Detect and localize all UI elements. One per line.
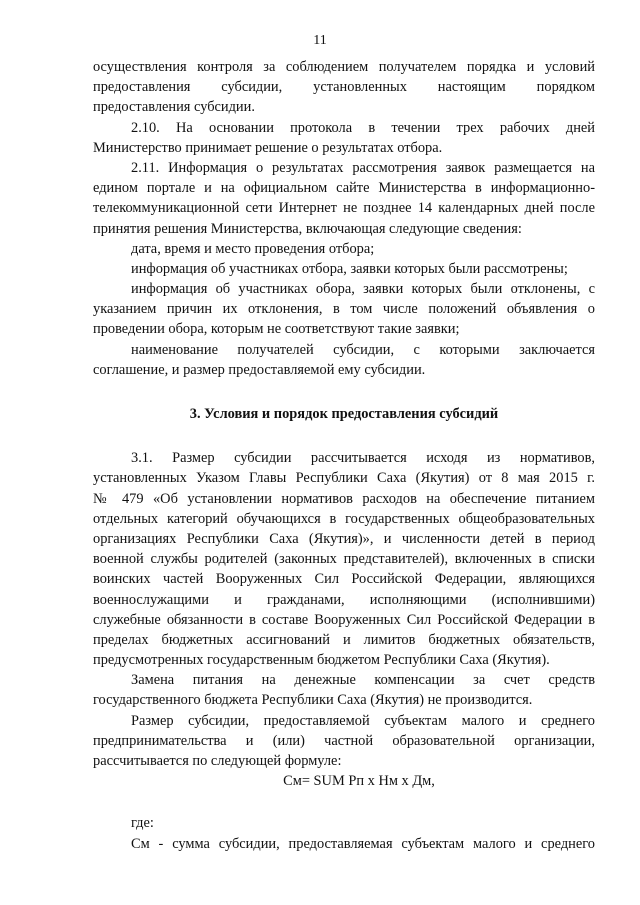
text-line: Замена питания на денежные компенсации за счет средств	[131, 672, 595, 689]
text-line: предусмотренных государственным бюджетом Республики Саха (Якутия).	[93, 652, 550, 669]
text-line: принятия решения Министерства, включающая следующие сведения:	[93, 220, 522, 237]
text-line: телекоммуникационной сети Интернет не позднее 14 календарных дней после	[93, 200, 595, 217]
text-line: государственного бюджета Республики Саха (Якутия) не производится.	[93, 692, 533, 709]
text-line: рассчитывается по следующей формуле:	[93, 753, 342, 769]
section-heading: 3. Условия и порядок предоставления субсидий	[189, 406, 499, 422]
text-line: 2.11. Информация о результатах рассмотрения заявок размещается на	[131, 159, 595, 176]
text-line: Министерство принимает решение о результатах отбора.	[93, 139, 443, 156]
page-number: 11	[313, 33, 327, 48]
text-line: организациях Республики Саха (Якутия)», и численности детей в период	[93, 530, 595, 547]
text-line: проведении обора, которым не соответствуют такие заявки;	[93, 321, 460, 338]
text-line: 2.10. На основании протокола в течении трех рабочих дней	[131, 119, 595, 136]
text-line: предпринимательства и (или) частной образовательной организации,	[93, 732, 595, 749]
formula: Cм= SUM Pп х Нм х Дм,	[283, 773, 435, 790]
text-line: военнослужащими и гражданами, исполняющими (исполнившими)	[93, 591, 595, 608]
text-line: № 479 «Об установлении нормативов расходов на обеспечение питанием	[93, 490, 595, 507]
text-line: предоставления субсидии.	[93, 99, 255, 116]
text-line: служебные обязанности в составе Вооруженных Сил Российской Федерации в	[93, 611, 595, 628]
text-line: отдельных категорий обучающихся в государственных общеобразовательных	[93, 510, 595, 527]
text-line: воинских частей Вооруженных Сил Российской Федерации, являющихся	[93, 571, 595, 588]
text-line: информация об участниках обора, заявки которых были отклонены, с	[131, 281, 595, 298]
text-line: соглашение, и размер предоставляемой ему субсидии.	[93, 361, 426, 378]
document-body	[93, 57, 595, 854]
text-line: где:	[131, 815, 154, 832]
text-line: См - сумма субсидии, предоставляемая субъектам малого и среднего	[131, 835, 595, 852]
text-line: 3.1. Размер субсидии рассчитывается исходя из нормативов,	[131, 450, 595, 467]
spacer	[93, 791, 595, 813]
text-line: предоставления субсидии, установленных настоящим порядком	[93, 79, 595, 96]
text-line: установленных Указом Главы Республики Саха (Якутия) от 8 мая 2015 г.	[93, 470, 595, 487]
text-line: военной службы родителей (законных представителей), включенных в списки	[93, 551, 595, 568]
text-line: указанием причин их отклонения, в том числе положений объявления о	[93, 301, 595, 318]
text-line: дата, время и место проведения отбора;	[131, 240, 375, 257]
text-line: едином портале и на официальном сайте Министерства в информационно-	[93, 180, 595, 197]
text-line: пределах бюджетных ассигнований и лимитов бюджетных обязательств,	[93, 631, 595, 648]
text-line: осуществления контроля за соблюдением получателем порядка и условий	[93, 59, 595, 75]
text-line: информация об участниках отбора, заявки которых были рассмотрены;	[131, 260, 568, 277]
text-line: Размер субсидии, предоставляемой субъектам малого и среднего	[131, 712, 595, 729]
text-line: наименование получателей субсидии, с которыми заключается	[131, 341, 595, 358]
